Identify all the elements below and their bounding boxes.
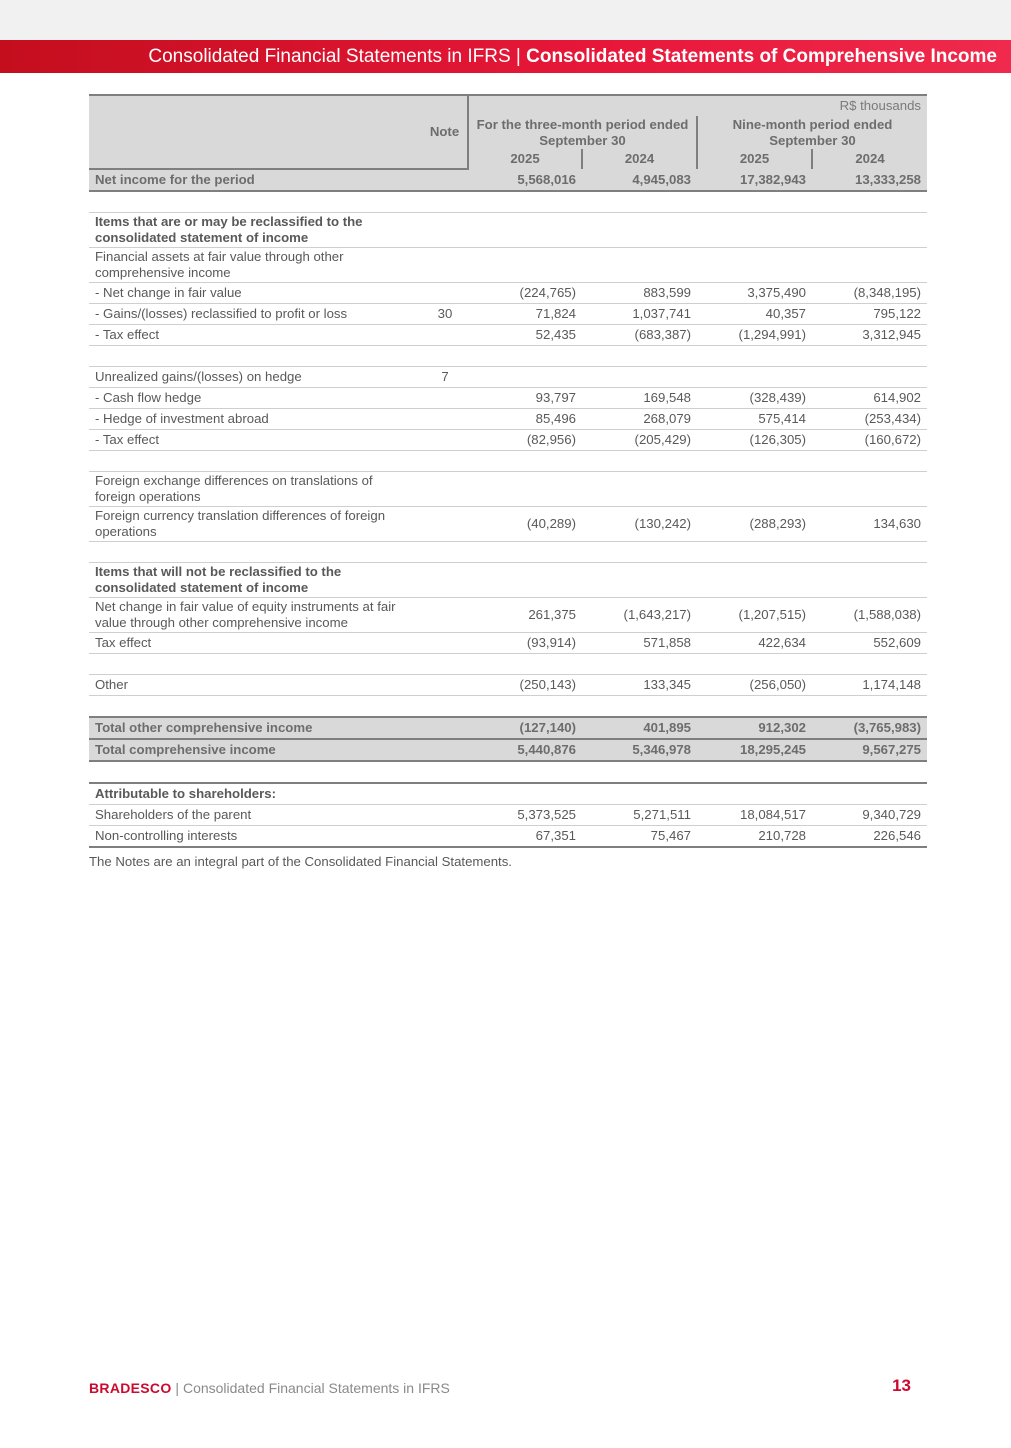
row-note (422, 598, 468, 633)
row-value (812, 654, 927, 675)
row-value: 52,435 (468, 325, 582, 346)
row-label: Non-controlling interests (89, 826, 422, 848)
footer-text: Consolidated Financial Statements in IFRS (182, 1380, 450, 1396)
row-value: (160,672) (812, 430, 927, 451)
row-value: (328,439) (697, 388, 812, 409)
year-header: 2024 (812, 149, 927, 169)
row-value (697, 191, 812, 213)
banner-title-bold: Consolidated Statements of Comprehensive Income (526, 45, 997, 67)
row-note: 7 (422, 367, 468, 388)
row-label: Shareholders of the parent (89, 805, 422, 826)
row-note (422, 675, 468, 696)
row-value: (1,207,515) (697, 598, 812, 633)
row-value: 85,496 (468, 409, 582, 430)
row-value (468, 451, 582, 472)
three-month-period-header: For the three-month period ended September 30 (468, 116, 697, 149)
row-value (697, 213, 812, 248)
row-value: 571,858 (582, 633, 697, 654)
row-value (582, 472, 697, 507)
row-value: 912,302 (697, 717, 812, 739)
row-value (812, 472, 927, 507)
table-row (89, 283, 927, 304)
row-value: (250,143) (468, 675, 582, 696)
row-value: (224,765) (468, 283, 582, 304)
row-note (422, 325, 468, 346)
row-note (422, 451, 468, 472)
row-label: - Cash flow hedge (89, 388, 422, 409)
row-value: 1,174,148 (812, 675, 927, 696)
row-value (582, 783, 697, 805)
table-row (89, 717, 927, 739)
row-value (812, 248, 927, 283)
brand-name: BRADESCO (89, 1380, 172, 1396)
row-label (89, 542, 422, 563)
table-row (89, 388, 927, 409)
row-note (422, 507, 468, 542)
row-label: - Hedge of investment abroad (89, 409, 422, 430)
comprehensive-income-table (89, 94, 927, 848)
nine-month-period-header: Nine-month period ended September 30 (697, 116, 927, 149)
spacer-row (89, 346, 927, 367)
table-row (89, 169, 927, 191)
row-value (697, 563, 812, 598)
header-blank-cell (89, 95, 422, 169)
row-value: 5,440,876 (468, 739, 582, 761)
row-label: Net change in fair value of equity instruments at fair value through other comprehensive income (89, 598, 422, 633)
table-row (89, 805, 927, 826)
row-value: (130,242) (582, 507, 697, 542)
spacer-row (89, 542, 927, 563)
row-value: (256,050) (697, 675, 812, 696)
row-value: 3,375,490 (697, 283, 812, 304)
row-label: Financial assets at fair value through other comprehensive income (89, 248, 422, 283)
row-value (812, 451, 927, 472)
row-value (812, 367, 927, 388)
row-label: Total other comprehensive income (89, 717, 422, 739)
footer-separator: | (171, 1380, 183, 1396)
row-value: 5,568,016 (468, 169, 582, 191)
row-value (582, 563, 697, 598)
row-value: 18,084,517 (697, 805, 812, 826)
row-value: 5,373,525 (468, 805, 582, 826)
note-column-header: Note (422, 95, 468, 169)
row-value (697, 472, 812, 507)
row-label: - Gains/(losses) reclassified to profit or loss (89, 304, 422, 325)
row-value (582, 761, 697, 783)
row-note (422, 191, 468, 213)
row-value: (1,643,217) (582, 598, 697, 633)
row-value: 575,414 (697, 409, 812, 430)
row-value: 67,351 (468, 826, 582, 848)
row-value (582, 346, 697, 367)
row-label (89, 761, 422, 783)
header-row-unit (89, 95, 927, 116)
row-value (697, 248, 812, 283)
year-header: 2025 (468, 149, 582, 169)
row-value: 3,312,945 (812, 325, 927, 346)
row-note (422, 761, 468, 783)
row-note (422, 409, 468, 430)
row-note (422, 654, 468, 675)
row-value: (683,387) (582, 325, 697, 346)
row-note (422, 563, 468, 598)
row-value: 17,382,943 (697, 169, 812, 191)
row-note (422, 696, 468, 718)
row-value: 71,824 (468, 304, 582, 325)
row-value (812, 346, 927, 367)
row-value (812, 761, 927, 783)
row-note (422, 717, 468, 739)
row-value (582, 191, 697, 213)
row-value (812, 191, 927, 213)
row-value (812, 783, 927, 805)
table-row (89, 304, 927, 325)
table-row (89, 783, 927, 805)
row-value (468, 213, 582, 248)
row-note (422, 542, 468, 563)
row-note (422, 739, 468, 761)
page-number: 13 (892, 1376, 911, 1395)
row-label: Items that are or may be reclassified to the consolidated statement of income (89, 213, 422, 248)
row-value: 93,797 (468, 388, 582, 409)
row-note (422, 388, 468, 409)
year-header: 2024 (582, 149, 697, 169)
spacer-row (89, 191, 927, 213)
row-value: (288,293) (697, 507, 812, 542)
spacer-row (89, 451, 927, 472)
row-value: (82,956) (468, 430, 582, 451)
row-label (89, 696, 422, 718)
row-value (468, 696, 582, 718)
spacer-row (89, 696, 927, 718)
row-value: 9,567,275 (812, 739, 927, 761)
row-value: 4,945,083 (582, 169, 697, 191)
page-footer (89, 1380, 450, 1396)
row-value: 1,037,741 (582, 304, 697, 325)
row-value: 883,599 (582, 283, 697, 304)
top-margin (0, 0, 1011, 40)
row-value: (3,765,983) (812, 717, 927, 739)
row-value (468, 563, 582, 598)
row-value: 261,375 (468, 598, 582, 633)
row-note (422, 346, 468, 367)
row-value (812, 542, 927, 563)
row-label (89, 191, 422, 213)
table-row (89, 248, 927, 283)
table-row (89, 325, 927, 346)
row-value: (93,914) (468, 633, 582, 654)
table-row (89, 563, 927, 598)
currency-unit-label: R$ thousands (468, 95, 927, 116)
row-note (422, 805, 468, 826)
row-note (422, 248, 468, 283)
row-label: Foreign exchange differences on translations of foreign operations (89, 472, 422, 507)
row-value: 552,609 (812, 633, 927, 654)
row-note (422, 633, 468, 654)
row-value (582, 367, 697, 388)
table-row (89, 472, 927, 507)
row-value (697, 696, 812, 718)
row-value (812, 213, 927, 248)
row-value (697, 346, 812, 367)
row-value: (127,140) (468, 717, 582, 739)
row-value (468, 472, 582, 507)
row-label (89, 346, 422, 367)
row-label (89, 451, 422, 472)
row-label: - Tax effect (89, 325, 422, 346)
row-value: 169,548 (582, 388, 697, 409)
row-value (582, 248, 697, 283)
row-value: 268,079 (582, 409, 697, 430)
row-value (468, 783, 582, 805)
row-value (697, 451, 812, 472)
table-row (89, 826, 927, 848)
row-value (582, 213, 697, 248)
row-value: 795,122 (812, 304, 927, 325)
row-value: 13,333,258 (812, 169, 927, 191)
row-label: Items that will not be reclassified to the consolidated statement of income (89, 563, 422, 598)
row-value: 226,546 (812, 826, 927, 848)
year-header: 2025 (697, 149, 812, 169)
table-row (89, 675, 927, 696)
row-value: (253,434) (812, 409, 927, 430)
table-row (89, 409, 927, 430)
row-value (468, 191, 582, 213)
row-value (697, 654, 812, 675)
row-value: 9,340,729 (812, 805, 927, 826)
row-value (468, 761, 582, 783)
row-note: 30 (422, 304, 468, 325)
row-note (422, 472, 468, 507)
row-value: 5,346,978 (582, 739, 697, 761)
row-value (468, 542, 582, 563)
table-row (89, 213, 927, 248)
row-label: Foreign currency translation differences of foreign operations (89, 507, 422, 542)
row-note (422, 213, 468, 248)
banner-title-regular: Consolidated Financial Statements in IFRS | (148, 45, 527, 67)
row-label: Net income for the period (89, 169, 422, 191)
row-value: 422,634 (697, 633, 812, 654)
row-value: 134,630 (812, 507, 927, 542)
row-note (422, 430, 468, 451)
row-label: - Tax effect (89, 430, 422, 451)
row-label: Total comprehensive income (89, 739, 422, 761)
row-value: 133,345 (582, 675, 697, 696)
row-value (697, 367, 812, 388)
table-row (89, 430, 927, 451)
row-value: 5,271,511 (582, 805, 697, 826)
row-value (582, 451, 697, 472)
row-value: 40,357 (697, 304, 812, 325)
row-value: (8,348,195) (812, 283, 927, 304)
row-note (422, 169, 468, 191)
row-value: (126,305) (697, 430, 812, 451)
row-value (582, 654, 697, 675)
row-value (468, 248, 582, 283)
table-row (89, 507, 927, 542)
row-value: 210,728 (697, 826, 812, 848)
row-value: (40,289) (468, 507, 582, 542)
row-label (89, 654, 422, 675)
row-value (697, 761, 812, 783)
table-row (89, 739, 927, 761)
table-row (89, 633, 927, 654)
row-label: Unrealized gains/(losses) on hedge (89, 367, 422, 388)
row-value (468, 346, 582, 367)
row-value: 75,467 (582, 826, 697, 848)
row-value (582, 542, 697, 563)
row-note (422, 283, 468, 304)
spacer-row (89, 761, 927, 783)
row-value: 18,295,245 (697, 739, 812, 761)
row-note (422, 826, 468, 848)
row-value (697, 542, 812, 563)
row-value (582, 696, 697, 718)
row-value (697, 783, 812, 805)
row-label: - Net change in fair value (89, 283, 422, 304)
row-value (812, 696, 927, 718)
row-value: 401,895 (582, 717, 697, 739)
row-value (468, 367, 582, 388)
row-value: 614,902 (812, 388, 927, 409)
row-value (468, 654, 582, 675)
row-label: Other (89, 675, 422, 696)
row-value: (1,588,038) (812, 598, 927, 633)
row-note (422, 783, 468, 805)
row-value (812, 563, 927, 598)
footnote: The Notes are an integral part of the Consolidated Financial Statements. (89, 854, 512, 869)
row-value: (1,294,991) (697, 325, 812, 346)
table-row (89, 598, 927, 633)
row-value: (205,429) (582, 430, 697, 451)
row-label: Tax effect (89, 633, 422, 654)
table-row (89, 367, 927, 388)
page-header-banner (0, 40, 1011, 73)
spacer-row (89, 654, 927, 675)
row-label: Attributable to shareholders: (89, 783, 422, 805)
